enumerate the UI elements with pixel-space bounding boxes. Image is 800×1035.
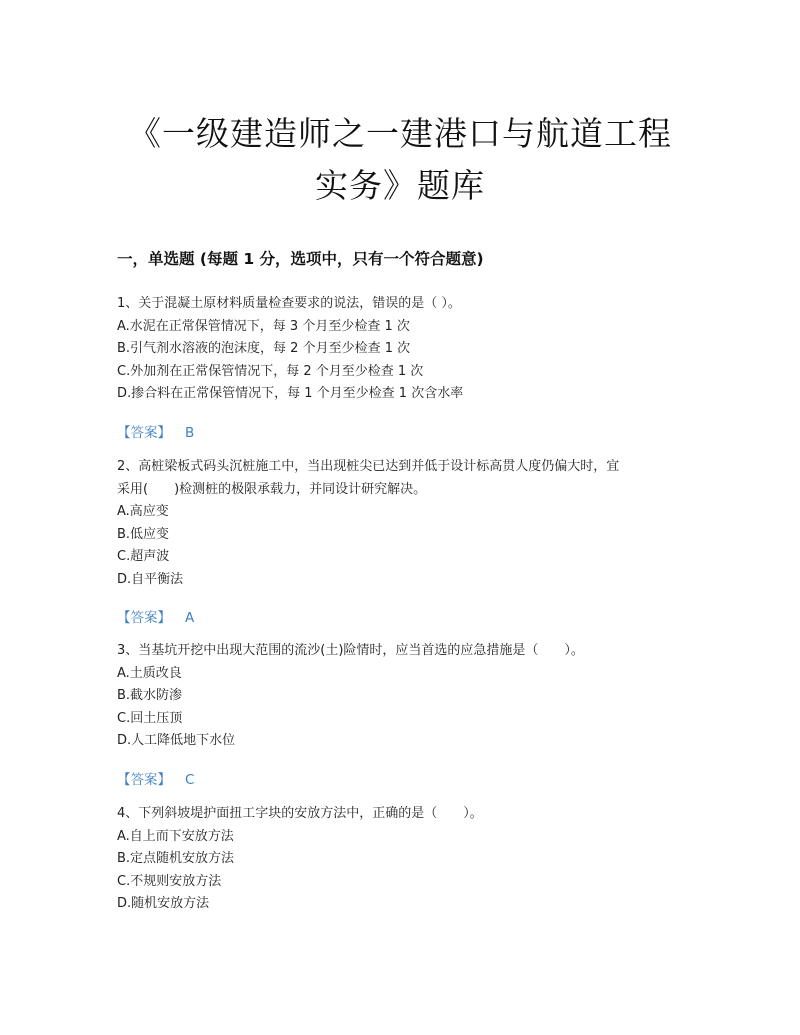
question-stem: 3、当基坑开挖中出现大范围的流沙(土)险情时，应当首选的应急措施是（ ）。 bbox=[117, 643, 584, 658]
question-stem: 4、下列斜坡堤护面扭工字块的安放方法中，正确的是（ ）。 bbox=[117, 806, 483, 821]
option-d: D.人工降低地下水位 bbox=[117, 733, 236, 748]
answer-label: 【答案】 bbox=[117, 425, 171, 441]
answer-3 bbox=[117, 768, 194, 788]
section-heading: 一，单选题 (每题 1 分，选项中，只有一个符合题意) bbox=[117, 250, 484, 268]
option-c: C.不规则安放方法 bbox=[117, 873, 222, 889]
answer-label: 【答案】 bbox=[117, 772, 171, 788]
option-a: A.水泥在正常保管情况下，每 3 个月至少检查 1 次 bbox=[117, 318, 410, 334]
option-d: D.自平衡法 bbox=[117, 571, 184, 587]
question-3 bbox=[117, 640, 687, 753]
answer-label: 【答案】 bbox=[117, 610, 171, 626]
option-c: C.超声波 bbox=[117, 549, 170, 564]
question-stem-line-1: 2、高桩梁板式码头沉桩施工中，当出现桩尖已达到并低于设计标高贯人度仍偏大时，宜 bbox=[117, 459, 620, 474]
document-title bbox=[80, 108, 720, 212]
option-a: A.自上而下安放方法 bbox=[117, 828, 234, 844]
question-stem: 1、关于混凝土原材料质量检查要求的说法，错误的是（ ）。 bbox=[117, 296, 461, 311]
question-stem-line-2: 采用( )检测桩的极限承载力，并同设计研究解决。 bbox=[117, 481, 427, 497]
option-b: B.截水防渗 bbox=[117, 688, 183, 703]
option-d: D.掺合料在正常保管情况下，每 1 个月至少检查 1 次含水率 bbox=[117, 386, 464, 401]
option-c: C.外加剂在正常保管情况下，每 2 个月至少检查 1 次 bbox=[117, 363, 424, 379]
question-2 bbox=[117, 456, 687, 591]
option-b: B.引气剂水溶液的泡沫度，每 2 个月至少检查 1 次 bbox=[117, 341, 411, 356]
answer-1 bbox=[117, 421, 194, 441]
question-4 bbox=[117, 803, 687, 916]
answer-2 bbox=[117, 606, 194, 626]
option-b: B.低应变 bbox=[117, 526, 170, 542]
option-b: B.定点随机安放方法 bbox=[117, 851, 235, 866]
title-line-1: 《一级建造师之一建港口与航道工程 bbox=[128, 114, 672, 153]
answer-value: A bbox=[185, 610, 195, 626]
option-a: A.土质改良 bbox=[117, 665, 182, 681]
title-line-2: 实务》题库 bbox=[315, 166, 485, 205]
answer-value: B bbox=[185, 425, 195, 441]
question-1 bbox=[117, 293, 687, 406]
option-c: C.回土压顶 bbox=[117, 710, 183, 726]
answer-value: C bbox=[185, 772, 195, 788]
option-a: A.高应变 bbox=[117, 504, 169, 519]
option-d: D.随机安放方法 bbox=[117, 896, 210, 911]
